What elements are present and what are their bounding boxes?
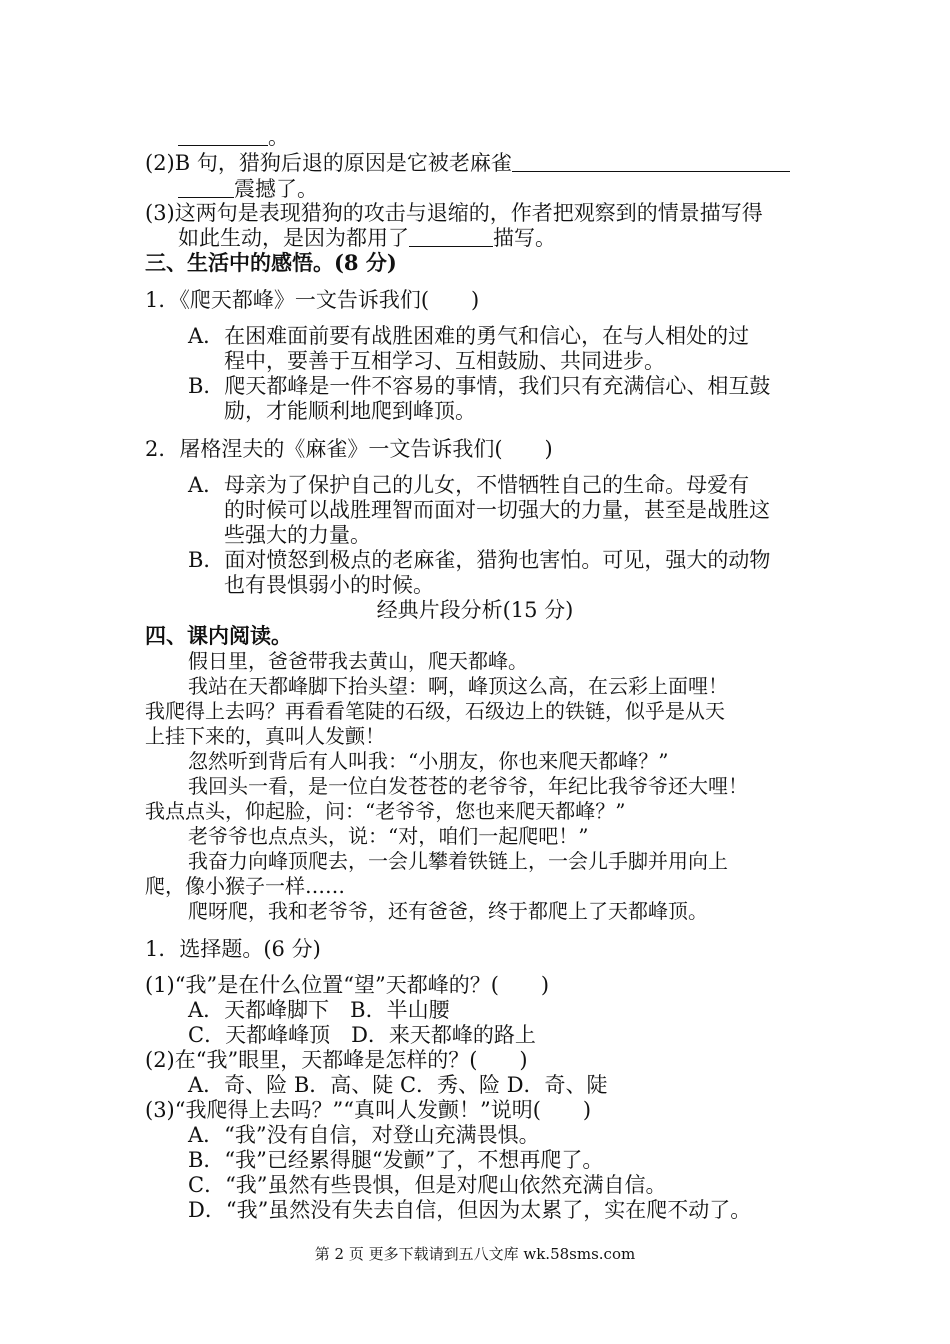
section-3-heading: 三、生活中的感悟。(8 分) <box>145 250 397 275</box>
question-2: (2)B 句，猎狗后退的原因是它被老麻雀 <box>145 150 790 176</box>
passage-line: 我爬得上去吗？再看看笔陡的石级，石级边上的铁链，似乎是从天 <box>145 699 725 723</box>
passage-line: 忽然听到背后有人叫我：“小朋友，你也来爬天都峰？” <box>188 749 669 773</box>
sub-question-3-option-a: A．“我”没有自信，对登山充满畏惧。 <box>188 1123 540 1147</box>
sub-question-3: (3)“我爬得上去吗？”“真叫人发颤！”说明( ) <box>145 1098 592 1122</box>
s3-question-1: 1．《爬天都峰》一文告诉我们( ) <box>145 288 480 312</box>
sub-question-1-options: A．天都峰脚下 B．半山腰 <box>188 998 450 1022</box>
question-3-cont: 如此生动，是因为都用了 描写。 <box>178 226 556 250</box>
s3-q2-option-a-cont2: 些强大的力量。 <box>224 523 371 547</box>
passage-line: 我站在天都峰脚下抬头望：啊，峰顶这么高，在云彩上面哩！ <box>188 674 728 698</box>
s3-q2-option-a: A．母亲为了保护自己的儿女，不惜牺牲自己的生命。母爱有 <box>188 473 750 497</box>
passage-line: 爬呀爬，我和老爷爷，还有爸爸，终于都爬上了天都峰顶。 <box>188 899 708 923</box>
section-4-heading: 四、课内阅读。 <box>145 623 292 648</box>
page-footer: 第 2 页 更多下载请到五八文库 wk.58sms.com <box>314 1245 636 1263</box>
s3-q1-option-a-cont: 程中，要善于互相学习、互相鼓励、共同进步。 <box>224 349 665 373</box>
blank[interactable] <box>512 151 790 172</box>
s3-q2-option-b-cont: 也有畏惧弱小的时候。 <box>224 573 434 597</box>
passage-line: 我点点头，仰起脸，问：“老爷爷，您也来爬天都峰？” <box>145 799 626 823</box>
sub-question-2-options: A．奇、险 B．高、陡 C．秀、险 D．奇、陡 <box>188 1073 608 1097</box>
passage-line: 老爷爷也点点头，说：“对，咱们一起爬吧！” <box>188 824 589 848</box>
sub-question-2: (2)在“我”眼里，天都峰是怎样的？( ) <box>145 1048 528 1072</box>
passage-line: 假日里，爸爸带我去黄山，爬天都峰。 <box>188 649 528 673</box>
s3-question-2: 2．屠格涅夫的《麻雀》一文告诉我们( ) <box>145 437 553 461</box>
s3-q1-option-a: A．在困难面前要有战胜困难的勇气和信心，在与人相处的过 <box>188 324 750 348</box>
passage-line: 上挂下来的，真叫人发颤！ <box>145 724 385 748</box>
s3-q2-option-b: B．面对愤怒到极点的老麻雀，猎狗也害怕。可见，强大的动物 <box>188 548 771 572</box>
blank[interactable] <box>178 177 234 198</box>
answer-line: 。 <box>178 124 289 150</box>
s3-q1-option-b: B．爬天都峰是一件不容易的事情，我们只有充满信心、相互鼓 <box>188 374 771 398</box>
sub-question-1-options: C．天都峰峰顶 D．来天都峰的路上 <box>188 1023 536 1047</box>
passage-line: 爬，像小猴子一样…… <box>145 874 345 898</box>
sub-question-1: (1)“我”是在什么位置“望”天都峰的？( ) <box>145 973 550 997</box>
sub-question-3-option-b: B．“我”已经累得腿“发颤”了，不想再爬了。 <box>188 1148 604 1172</box>
s3-q1-option-b-cont: 励，才能顺利地爬到峰顶。 <box>224 399 476 423</box>
choice-section-title: 1．选择题。(6 分) <box>145 937 321 961</box>
sub-question-3-option-c: C．“我”虽然有些畏惧，但是对爬山依然充满自信。 <box>188 1173 667 1197</box>
blank[interactable] <box>409 226 493 247</box>
blank[interactable] <box>178 125 268 146</box>
s3-q2-option-a-cont: 的时候可以战胜理智而面对一切强大的力量，甚至是战胜这 <box>224 498 770 522</box>
classic-passage-title: 经典片段分析(15 分) <box>376 598 574 622</box>
question-2-cont: 震撼了。 <box>178 176 318 202</box>
question-3: (3)这两句是表现猎狗的攻击与退缩的，作者把观察到的情景描写得 <box>145 201 763 225</box>
passage-line: 我回头一看，是一位白发苍苍的老爷爷，年纪比我爷爷还大哩！ <box>188 774 748 798</box>
passage-line: 我奋力向峰顶爬去，一会儿攀着铁链上，一会儿手脚并用向上 <box>188 849 728 873</box>
sub-question-3-option-d: D．“我”虽然没有失去自信，但因为太累了，实在爬不动了。 <box>188 1198 752 1222</box>
